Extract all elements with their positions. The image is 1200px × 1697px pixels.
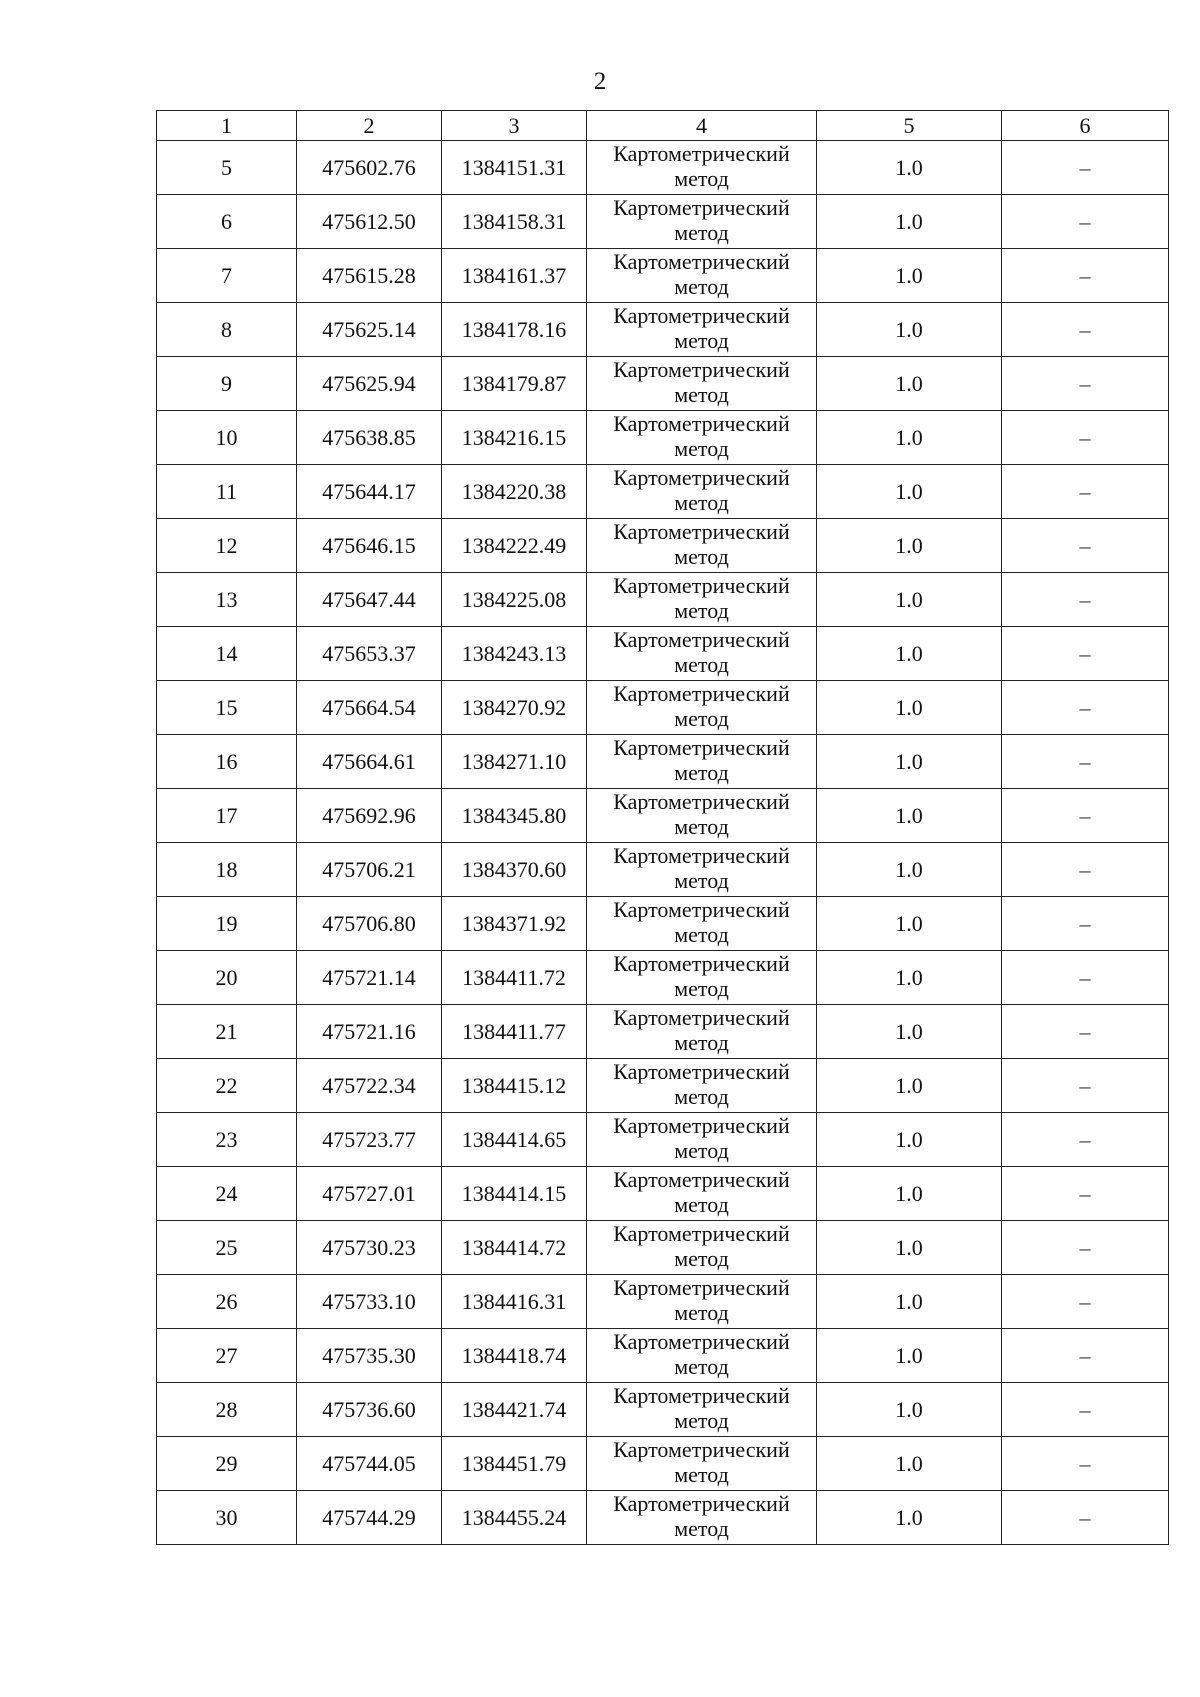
accuracy-cell: 1.0	[817, 735, 1002, 789]
accuracy-cell: 1.0	[817, 357, 1002, 411]
table-row	[157, 1329, 1169, 1383]
y-coordinate-cell: 1384451.79	[442, 1437, 587, 1491]
table-row	[157, 681, 1169, 735]
x-coordinate-cell: 475625.94	[297, 357, 442, 411]
x-coordinate-cell: 475730.23	[297, 1221, 442, 1275]
method-line-1: Картометрический	[613, 1491, 790, 1516]
y-coordinate-cell: 1384225.08	[442, 573, 587, 627]
method-cell	[587, 1059, 817, 1113]
method-cell	[587, 627, 817, 681]
method-cell	[587, 1329, 817, 1383]
table-row	[157, 249, 1169, 303]
method-cell	[587, 843, 817, 897]
note-cell: –	[1002, 1329, 1169, 1383]
y-coordinate-cell: 1384161.37	[442, 249, 587, 303]
method-line-1: Картометрический	[613, 1437, 790, 1462]
method-cell	[587, 1383, 817, 1437]
method-line-2: метод	[674, 382, 729, 407]
table-row	[157, 627, 1169, 681]
point-number-cell: 11	[157, 465, 297, 519]
y-coordinate-cell: 1384222.49	[442, 519, 587, 573]
accuracy-cell: 1.0	[817, 681, 1002, 735]
header-row	[157, 111, 1169, 141]
table-body	[157, 141, 1169, 1545]
accuracy-cell: 1.0	[817, 195, 1002, 249]
y-coordinate-cell: 1384270.92	[442, 681, 587, 735]
method-cell	[587, 789, 817, 843]
accuracy-cell: 1.0	[817, 1329, 1002, 1383]
x-coordinate-cell: 475721.14	[297, 951, 442, 1005]
y-coordinate-cell: 1384151.31	[442, 141, 587, 195]
table-row	[157, 357, 1169, 411]
table-row	[157, 1437, 1169, 1491]
x-coordinate-cell: 475638.85	[297, 411, 442, 465]
y-coordinate-cell: 1384271.10	[442, 735, 587, 789]
method-line-2: метод	[674, 274, 729, 299]
note-cell: –	[1002, 1383, 1169, 1437]
y-coordinate-cell: 1384243.13	[442, 627, 587, 681]
method-line-1: Картометрический	[613, 843, 790, 868]
method-line-2: метод	[674, 652, 729, 677]
note-cell: –	[1002, 249, 1169, 303]
point-number-cell: 14	[157, 627, 297, 681]
header-col-5: 5	[817, 111, 1002, 141]
method-line-1: Картометрический	[613, 357, 790, 382]
method-cell	[587, 465, 817, 519]
method-line-2: метод	[674, 1246, 729, 1271]
method-cell	[587, 735, 817, 789]
point-number-cell: 12	[157, 519, 297, 573]
note-cell: –	[1002, 411, 1169, 465]
header-col-3: 3	[442, 111, 587, 141]
note-cell: –	[1002, 1167, 1169, 1221]
table-row	[157, 735, 1169, 789]
note-cell: –	[1002, 681, 1169, 735]
method-line-1: Картометрический	[613, 195, 790, 220]
note-cell: –	[1002, 573, 1169, 627]
table-row	[157, 519, 1169, 573]
note-cell: –	[1002, 789, 1169, 843]
y-coordinate-cell: 1384415.12	[442, 1059, 587, 1113]
x-coordinate-cell: 475625.14	[297, 303, 442, 357]
x-coordinate-cell: 475664.61	[297, 735, 442, 789]
x-coordinate-cell: 475647.44	[297, 573, 442, 627]
y-coordinate-cell: 1384216.15	[442, 411, 587, 465]
point-number-cell: 16	[157, 735, 297, 789]
table-row	[157, 573, 1169, 627]
table-row	[157, 1113, 1169, 1167]
method-line-2: метод	[674, 814, 729, 839]
y-coordinate-cell: 1384371.92	[442, 897, 587, 951]
point-number-cell: 15	[157, 681, 297, 735]
note-cell: –	[1002, 1437, 1169, 1491]
method-cell	[587, 573, 817, 627]
method-cell	[587, 897, 817, 951]
method-line-2: метод	[674, 1300, 729, 1325]
note-cell: –	[1002, 843, 1169, 897]
method-line-2: метод	[674, 976, 729, 1001]
method-cell	[587, 411, 817, 465]
table-row	[157, 1491, 1169, 1545]
point-number-cell: 27	[157, 1329, 297, 1383]
point-number-cell: 7	[157, 249, 297, 303]
y-coordinate-cell: 1384416.31	[442, 1275, 587, 1329]
accuracy-cell: 1.0	[817, 411, 1002, 465]
accuracy-cell: 1.0	[817, 627, 1002, 681]
accuracy-cell: 1.0	[817, 1005, 1002, 1059]
point-number-cell: 10	[157, 411, 297, 465]
method-line-1: Картометрический	[613, 1059, 790, 1084]
table-row	[157, 843, 1169, 897]
table-row	[157, 195, 1169, 249]
table-row	[157, 141, 1169, 195]
method-line-2: метод	[674, 1462, 729, 1487]
accuracy-cell: 1.0	[817, 1275, 1002, 1329]
note-cell: –	[1002, 627, 1169, 681]
point-number-cell: 20	[157, 951, 297, 1005]
y-coordinate-cell: 1384178.16	[442, 303, 587, 357]
table-row	[157, 465, 1169, 519]
method-line-1: Картометрический	[613, 1221, 790, 1246]
accuracy-cell: 1.0	[817, 1383, 1002, 1437]
method-cell	[587, 951, 817, 1005]
method-cell	[587, 1275, 817, 1329]
accuracy-cell: 1.0	[817, 1167, 1002, 1221]
point-number-cell: 26	[157, 1275, 297, 1329]
note-cell: –	[1002, 1275, 1169, 1329]
method-line-2: метод	[674, 436, 729, 461]
y-coordinate-cell: 1384414.15	[442, 1167, 587, 1221]
table-row	[157, 789, 1169, 843]
point-number-cell: 18	[157, 843, 297, 897]
method-line-1: Картометрический	[613, 573, 790, 598]
note-cell: –	[1002, 735, 1169, 789]
table-row	[157, 1167, 1169, 1221]
method-line-2: метод	[674, 544, 729, 569]
method-line-2: метод	[674, 220, 729, 245]
table-row	[157, 1221, 1169, 1275]
x-coordinate-cell: 475733.10	[297, 1275, 442, 1329]
method-line-1: Картометрический	[613, 519, 790, 544]
table-row	[157, 1275, 1169, 1329]
point-number-cell: 25	[157, 1221, 297, 1275]
x-coordinate-cell: 475721.16	[297, 1005, 442, 1059]
table-row	[157, 1383, 1169, 1437]
accuracy-cell: 1.0	[817, 141, 1002, 195]
point-number-cell: 17	[157, 789, 297, 843]
point-number-cell: 21	[157, 1005, 297, 1059]
table-header	[157, 111, 1169, 141]
point-number-cell: 6	[157, 195, 297, 249]
header-col-6: 6	[1002, 111, 1169, 141]
x-coordinate-cell: 475646.15	[297, 519, 442, 573]
accuracy-cell: 1.0	[817, 1059, 1002, 1113]
method-line-1: Картометрический	[613, 411, 790, 436]
y-coordinate-cell: 1384414.72	[442, 1221, 587, 1275]
method-line-1: Картометрический	[613, 1275, 790, 1300]
note-cell: –	[1002, 303, 1169, 357]
method-line-1: Картометрический	[613, 627, 790, 652]
note-cell: –	[1002, 1059, 1169, 1113]
table-row	[157, 1005, 1169, 1059]
method-cell	[587, 1437, 817, 1491]
method-line-2: метод	[674, 1030, 729, 1055]
accuracy-cell: 1.0	[817, 789, 1002, 843]
table-row	[157, 951, 1169, 1005]
method-line-2: метод	[674, 1408, 729, 1433]
x-coordinate-cell: 475692.96	[297, 789, 442, 843]
x-coordinate-cell: 475736.60	[297, 1383, 442, 1437]
x-coordinate-cell: 475653.37	[297, 627, 442, 681]
y-coordinate-cell: 1384455.24	[442, 1491, 587, 1545]
method-cell	[587, 195, 817, 249]
x-coordinate-cell: 475722.34	[297, 1059, 442, 1113]
method-line-1: Картометрический	[613, 249, 790, 274]
point-number-cell: 22	[157, 1059, 297, 1113]
method-line-2: метод	[674, 490, 729, 515]
method-cell	[587, 303, 817, 357]
note-cell: –	[1002, 519, 1169, 573]
accuracy-cell: 1.0	[817, 1221, 1002, 1275]
method-line-1: Картометрический	[613, 141, 790, 166]
x-coordinate-cell: 475602.76	[297, 141, 442, 195]
x-coordinate-cell: 475744.05	[297, 1437, 442, 1491]
method-line-1: Картометрический	[613, 1383, 790, 1408]
method-line-2: метод	[674, 598, 729, 623]
note-cell: –	[1002, 897, 1169, 951]
x-coordinate-cell: 475706.80	[297, 897, 442, 951]
y-coordinate-cell: 1384411.72	[442, 951, 587, 1005]
accuracy-cell: 1.0	[817, 1491, 1002, 1545]
accuracy-cell: 1.0	[817, 1437, 1002, 1491]
point-number-cell: 30	[157, 1491, 297, 1545]
method-cell	[587, 249, 817, 303]
note-cell: –	[1002, 1005, 1169, 1059]
x-coordinate-cell: 475735.30	[297, 1329, 442, 1383]
point-number-cell: 24	[157, 1167, 297, 1221]
method-line-2: метод	[674, 868, 729, 893]
point-number-cell: 8	[157, 303, 297, 357]
method-line-1: Картометрический	[613, 735, 790, 760]
header-col-1: 1	[157, 111, 297, 141]
x-coordinate-cell: 475727.01	[297, 1167, 442, 1221]
x-coordinate-cell: 475644.17	[297, 465, 442, 519]
note-cell: –	[1002, 951, 1169, 1005]
note-cell: –	[1002, 195, 1169, 249]
method-cell	[587, 357, 817, 411]
method-cell	[587, 1167, 817, 1221]
point-number-cell: 28	[157, 1383, 297, 1437]
note-cell: –	[1002, 465, 1169, 519]
method-cell	[587, 681, 817, 735]
accuracy-cell: 1.0	[817, 465, 1002, 519]
method-line-2: метод	[674, 1516, 729, 1541]
y-coordinate-cell: 1384411.77	[442, 1005, 587, 1059]
accuracy-cell: 1.0	[817, 951, 1002, 1005]
coordinates-table	[156, 110, 1169, 1545]
table-row	[157, 411, 1169, 465]
method-line-2: метод	[674, 1138, 729, 1163]
method-cell	[587, 519, 817, 573]
header-col-2: 2	[297, 111, 442, 141]
x-coordinate-cell: 475723.77	[297, 1113, 442, 1167]
point-number-cell: 19	[157, 897, 297, 951]
point-number-cell: 9	[157, 357, 297, 411]
x-coordinate-cell: 475612.50	[297, 195, 442, 249]
table-row	[157, 303, 1169, 357]
point-number-cell: 5	[157, 141, 297, 195]
method-line-1: Картометрический	[613, 1113, 790, 1138]
method-line-2: метод	[674, 1354, 729, 1379]
table-row	[157, 1059, 1169, 1113]
method-line-1: Картометрический	[613, 465, 790, 490]
y-coordinate-cell: 1384421.74	[442, 1383, 587, 1437]
x-coordinate-cell: 475664.54	[297, 681, 442, 735]
accuracy-cell: 1.0	[817, 573, 1002, 627]
note-cell: –	[1002, 141, 1169, 195]
note-cell: –	[1002, 1491, 1169, 1545]
method-line-1: Картометрический	[613, 789, 790, 814]
table-row	[157, 897, 1169, 951]
note-cell: –	[1002, 1113, 1169, 1167]
header-col-4: 4	[587, 111, 817, 141]
point-number-cell: 29	[157, 1437, 297, 1491]
accuracy-cell: 1.0	[817, 303, 1002, 357]
point-number-cell: 23	[157, 1113, 297, 1167]
method-line-2: метод	[674, 1192, 729, 1217]
note-cell: –	[1002, 1221, 1169, 1275]
y-coordinate-cell: 1384418.74	[442, 1329, 587, 1383]
y-coordinate-cell: 1384345.80	[442, 789, 587, 843]
method-line-2: метод	[674, 706, 729, 731]
y-coordinate-cell: 1384179.87	[442, 357, 587, 411]
method-line-2: метод	[674, 328, 729, 353]
y-coordinate-cell: 1384414.65	[442, 1113, 587, 1167]
method-cell	[587, 1491, 817, 1545]
accuracy-cell: 1.0	[817, 897, 1002, 951]
point-number-cell: 13	[157, 573, 297, 627]
x-coordinate-cell: 475744.29	[297, 1491, 442, 1545]
method-line-1: Картометрический	[613, 1167, 790, 1192]
method-line-1: Картометрический	[613, 1329, 790, 1354]
x-coordinate-cell: 475706.21	[297, 843, 442, 897]
method-line-1: Картометрический	[613, 303, 790, 328]
method-line-1: Картометрический	[613, 1005, 790, 1030]
y-coordinate-cell: 1384370.60	[442, 843, 587, 897]
accuracy-cell: 1.0	[817, 843, 1002, 897]
method-cell	[587, 1005, 817, 1059]
y-coordinate-cell: 1384220.38	[442, 465, 587, 519]
accuracy-cell: 1.0	[817, 1113, 1002, 1167]
method-line-1: Картометрический	[613, 897, 790, 922]
x-coordinate-cell: 475615.28	[297, 249, 442, 303]
method-line-1: Картометрический	[613, 951, 790, 976]
y-coordinate-cell: 1384158.31	[442, 195, 587, 249]
page-number: 2	[593, 68, 607, 95]
method-cell	[587, 1221, 817, 1275]
method-cell	[587, 1113, 817, 1167]
accuracy-cell: 1.0	[817, 519, 1002, 573]
method-line-1: Картометрический	[613, 681, 790, 706]
method-line-2: метод	[674, 922, 729, 947]
method-cell	[587, 141, 817, 195]
method-line-2: метод	[674, 760, 729, 785]
method-line-2: метод	[674, 166, 729, 191]
accuracy-cell: 1.0	[817, 249, 1002, 303]
method-line-2: метод	[674, 1084, 729, 1109]
note-cell: –	[1002, 357, 1169, 411]
